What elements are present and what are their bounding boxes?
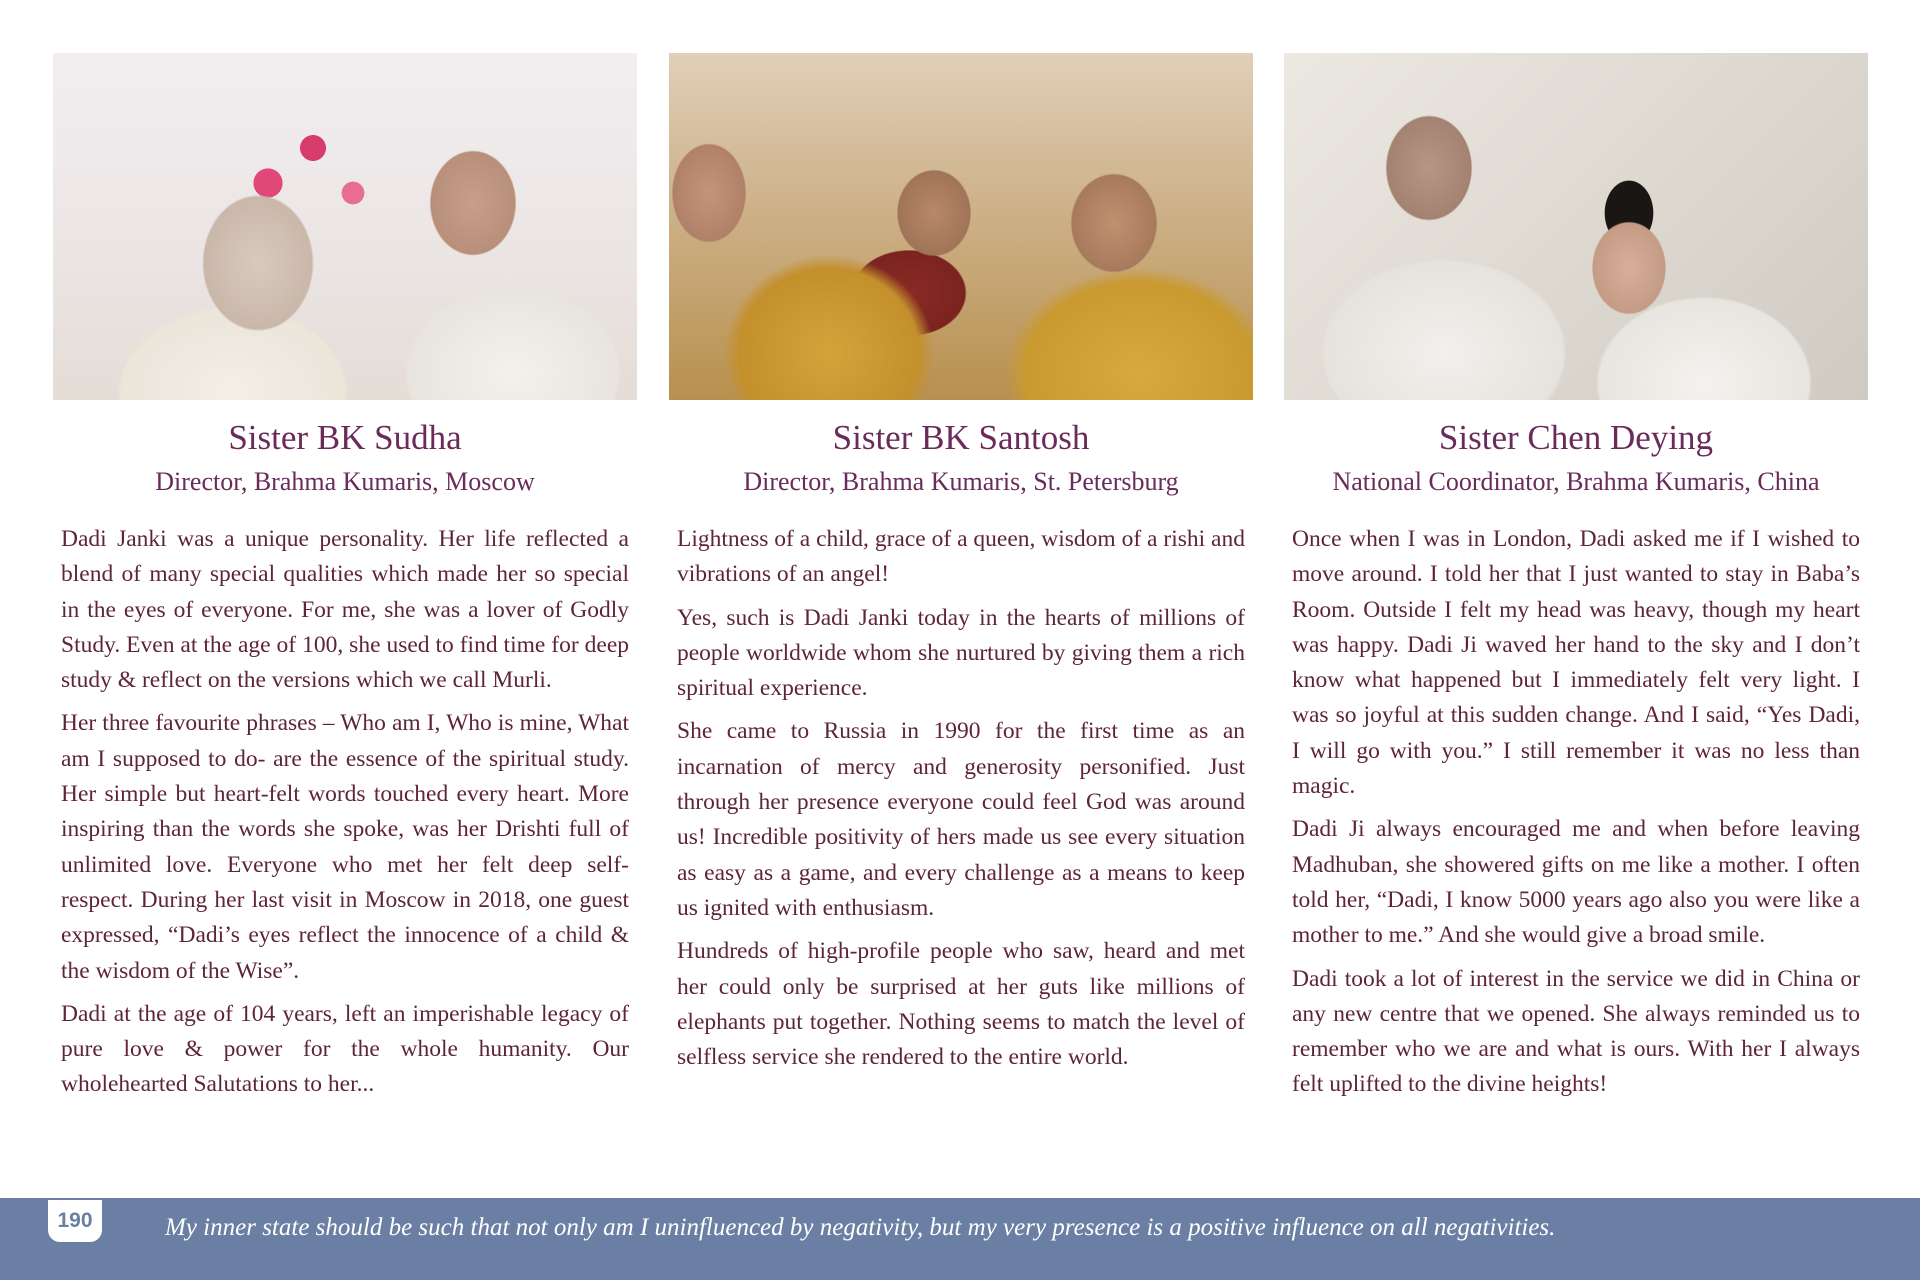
photo-dadi-janki-with-chen-deying <box>1284 53 1868 400</box>
tribute-name: Sister BK Santosh <box>832 418 1090 457</box>
tribute-title: National Coordinator, Brahma Kumaris, China <box>1332 467 1820 496</box>
paragraph: She came to Russia in 1990 for the first time as an incarnation of mercy and generosity personified. Just through her presence everyone could feel God was around us! Incredible positivity of hers made us see every situation as easy as a game, and every challenge as a means to keep us ignited with enthusiasm. <box>677 718 1245 921</box>
tribute-column-chen-deying <box>1284 53 1868 1111</box>
page-number: 190 <box>48 1200 102 1242</box>
paragraph: Lightness of a child, grace of a queen, wisdom of a rishi and vibrations of an angel! <box>677 526 1245 588</box>
tribute-title: Director, Brahma Kumaris, Moscow <box>155 467 535 496</box>
paragraph: Hundreds of high-profile people who saw, heard and met her could only be surprised at her guts like millions of elephants put together. Nothing seems to match the level of selfless service she rendered to the entire world. <box>677 938 1245 1071</box>
paragraph: Dadi Janki was a unique personality. Her life reflected a blend of many special qualities which made her so special in the eyes of everyone. For me, she was a lover of Godly Study. Even at the age of 100, she used to find time for deep study & reflect on the versions which we call Murli. <box>61 526 629 694</box>
tribute-name: Sister Chen Deying <box>1438 418 1714 457</box>
paragraph: Dadi Ji always encouraged me and when before leaving Madhuban, she showered gifts on me like a mother. I often told her, “Dadi, I know 5000 years ago also you were like a mother to me.” And she would give a broad smile. <box>1292 816 1860 949</box>
paragraph: Yes, such is Dadi Janki today in the hearts of millions of people worldwide whom she nurtured by giving them a rich spiritual experience. <box>677 604 1245 702</box>
paragraph: Dadi at the age of 104 years, left an imperishable legacy of pure love & power for the whole humanity. Our wholehearted Salutations to her... <box>61 1000 629 1098</box>
paragraph: Her three favourite phrases – Who am I, Who is mine, What am I supposed to do- are the essence of the spiritual study. Her simple but heart-felt words touched every heart. More inspiring than the words she spoke, was her Drishti full of unlimited love. Everyone who met her felt deep self-respect. During her last visit in Moscow in 2018, one guest expressed, “Dadi’s eyes reflect the innocence of a child & the wisdom of the Wise”. <box>61 710 629 984</box>
tribute-column-santosh <box>669 53 1253 1083</box>
footer-quote: My inner state should be such that not only am I uninfluenced by negativity, but my very presence is a positive influence on all negativities. <box>165 1214 1556 1241</box>
tribute-name: Sister BK Sudha <box>228 418 462 457</box>
tribute-column-sudha <box>53 53 637 1111</box>
tribute-body <box>1292 522 1860 1103</box>
paragraph: Once when I was in London, Dadi asked me if I wished to move around. I told her that I just wanted to stay in Baba’s Room. Outside I felt my head was heavy, though my heart was happy. Dadi Ji waved her hand to the sky and I don’t know what happened but I immediately felt very light. I was so joyful at this sudden change. And I said, “Yes Dadi, I will go with you.” I still remember it was no less than magic. <box>1292 526 1860 800</box>
tribute-title: Director, Brahma Kumaris, St. Petersburg <box>743 467 1179 496</box>
paragraph: Dadi took a lot of interest in the service we did in China or any new centre that we opened. She always reminded us to remember who we are and what is ours. With her I always felt uplifted to the divine heights! <box>1292 965 1860 1098</box>
tribute-body <box>61 522 629 1103</box>
tribute-body <box>677 522 1245 1075</box>
photo-dadi-janki-with-santosh <box>669 53 1253 400</box>
photo-dadi-janki-with-sudha <box>53 53 637 400</box>
